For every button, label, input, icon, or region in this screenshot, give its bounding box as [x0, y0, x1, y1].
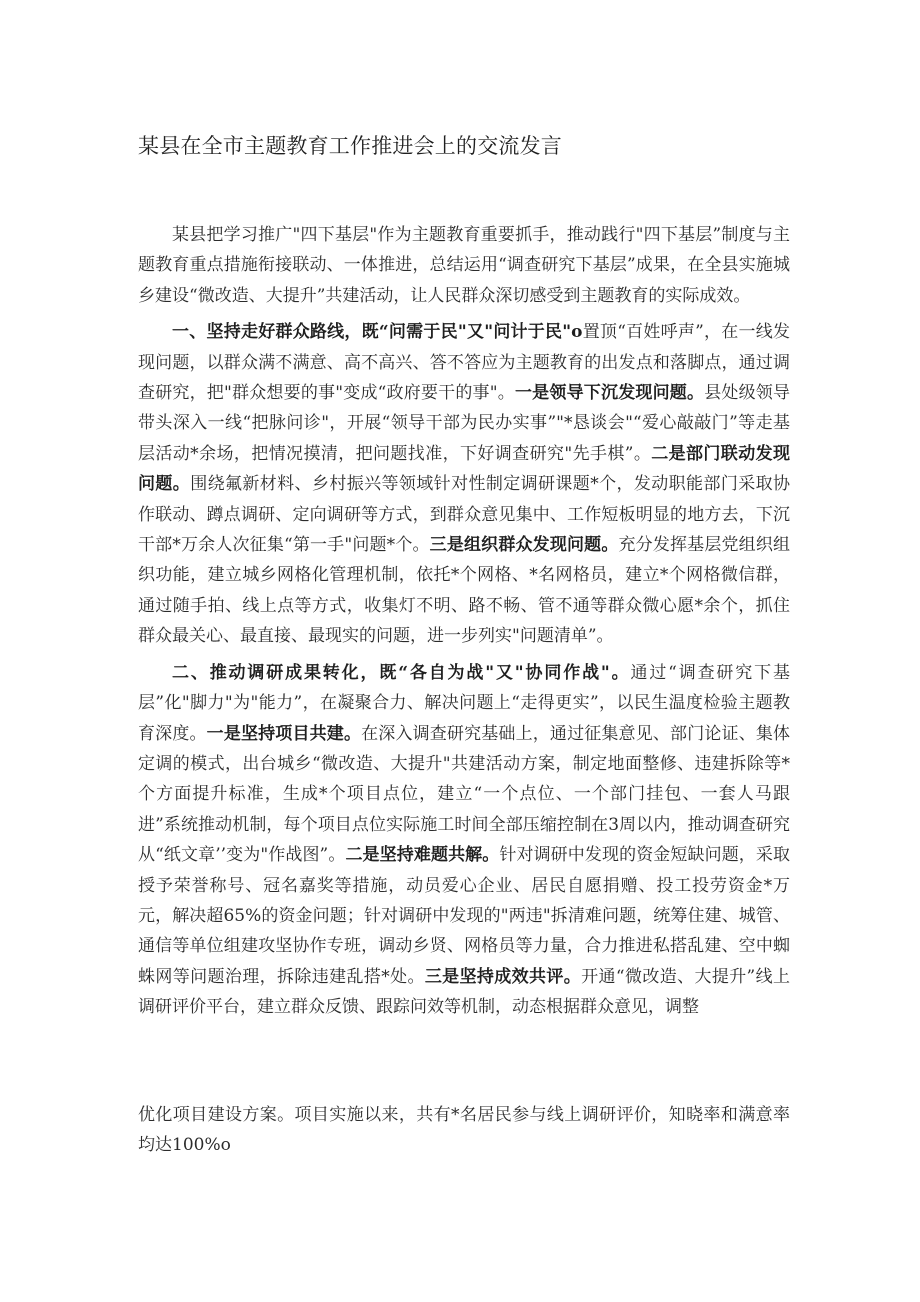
section-1-item-1-text: 县处级领导带头深入一线“把脉问诊"，开展“领导干部为民办实事”"*恳谈会"“爱心敲敲门”等走基层活动*余场，把情况摸清，把问题找准，下好调查研究"先手棋”。	[138, 383, 791, 464]
document-title: 某县在全市主题教育工作推进会上的交流发言	[138, 134, 562, 158]
section-1-heading: 一、坚持走好群众路线，既“问需于民"又"问计于民"o	[172, 322, 583, 343]
section-2-item-1-text: 在深入调查研究基础上，通过征集意见、部门论证、集体定调的模式，出台城乡“微改造、大提升"共建活动方案，制定地面整修、违建拆除等*个方面提升标准，生成*个项目点位，建立“一个点位、一个部门挂包、一套人马跟进”系统推动机制，每个项目点位实际施工时间全部压缩控制在3周以内，推动调查研究从“纸文章’’变为"作战图”。	[138, 723, 791, 866]
section-2-item-2-text: 针对调研中发现的资金短缺问题，采取授予荣誉称号、冠名嘉奖等措施，动员爱心企业、居民自愿捐赠、投工投劳资金*万元，解决超65%的资金问题；针对调研中发现的"两违"拆清难问题，统筹住建、城管、通信等单位组建攻坚协作专班，调动乡贤、网格员等力量，合力推进私搭乱建、空中蜘蛛网等问题治理，拆除违建乱搭*处。	[138, 845, 791, 987]
section-1-text: 置顶“百姓呼声”，在一线发现问题，以群众满不满意、高不高兴、答不答应为主题教育的出发点和落脚点，通过调查研究，把"群众想要的事"变成“政府要干的事"。	[138, 322, 791, 404]
section-2-item-3-text: 开通“微改造、大提升”线上调研评价平台，建立群众反馈、跟踪问效等机制，动态根据群众意见，调整	[138, 966, 790, 1018]
section-1-item-3-title: 三是组织群众发现问题。	[429, 535, 619, 556]
intro-paragraph: 某县把学习推广"四下基层"作为主题教育重要抓手，推动践行"四下基层”制度与主题教育重点措施衔接联动、一体推进，总结运用“调查研究下基层”成果，在全县实施城乡建设“微改造、大提升”共建活动，让人民群众深切感受到主题教育的实际成效。	[138, 225, 790, 306]
section-2-paragraph	[138, 658, 790, 1023]
section-2-text: 通过“调查研究下基层”化"脚力"为"能力”，在凝聚合力、解决问题上“走得更实”，以民生温度检验主题教育深度。	[138, 662, 790, 744]
section-2-item-3-title: 三是坚持成效共评。	[424, 966, 582, 987]
section-1-item-1-title: 一是领导下沉发现问题。	[514, 383, 705, 404]
section-1-item-3-text: 充分发挥基层党组织组织功能，建立城乡网格化管理机制，依托*个网格、*名网格员，建立*个网格微信群，通过随手拍、线上点等方式，收集灯不明、路不畅、管不通等群众微心愿*余个，抓住群众最关心、最直接、最现实的问题，进一步列实"问题清单”。	[138, 535, 791, 647]
tail-paragraph: 优化项目建设方案。项目实施以来，共有*名居民参与线上调研评价，知晓率和满意率均达100%o	[138, 1105, 790, 1156]
section-1-item-2-text: 围绕氟新材料、乡村振兴等领域针对性制定调研课题*个，发动职能部门采取协作联动、蹲点调研、定向调研等方式，到群众意见集中、工作短板明显的地方去，下沉干部*万余人次征集“第一手"问题*个。	[138, 474, 791, 556]
section-2-item-2-title: 二是坚持难题共解。	[345, 845, 500, 866]
section-1-item-2-title: 二是部门联动发现问题。	[138, 443, 790, 495]
section-2-item-1-title: 一是坚持项目共建。	[206, 723, 362, 744]
document-tail	[138, 1100, 790, 1167]
document-body	[138, 220, 790, 1029]
section-1-paragraph	[138, 317, 790, 651]
section-2-heading: 二、推动调研成果转化，既“各自为战"又"协同作战"。	[172, 662, 631, 683]
